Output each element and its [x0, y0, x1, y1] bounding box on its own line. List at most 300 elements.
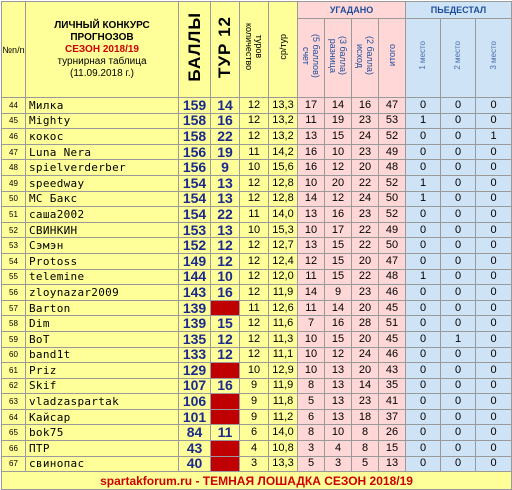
diff-guessed: 15: [325, 253, 352, 269]
tour-points: [211, 363, 240, 379]
tours-count: 9: [240, 394, 269, 410]
points-value: 149: [179, 253, 211, 269]
header-place-2: 2 место: [441, 19, 476, 98]
header-place-1: 1 место: [406, 19, 441, 98]
score-guessed: 10: [298, 347, 325, 363]
outcome-guessed: 23: [352, 207, 379, 223]
outcome-guessed: 23: [352, 113, 379, 129]
outcome-guessed: 23: [352, 394, 379, 410]
points-value: 139: [179, 316, 211, 332]
tours-count: 12: [240, 285, 269, 301]
tours-count: 10: [240, 222, 269, 238]
diff-guessed: 16: [325, 207, 352, 223]
place-3-count: 0: [476, 425, 512, 441]
place-2-count: 0: [441, 300, 476, 316]
guessed-total: 50: [379, 238, 406, 254]
outcome-guessed: 24: [352, 129, 379, 145]
diff-guessed: 10: [325, 144, 352, 160]
player-name: spielverderber: [26, 160, 179, 176]
diff-guessed: 3: [325, 456, 352, 472]
table-row: [2, 113, 512, 129]
place-2-count: 0: [441, 160, 476, 176]
score-guessed: 11: [298, 300, 325, 316]
avg-per-tour: 11,8: [269, 394, 298, 410]
place-2-count: 0: [441, 175, 476, 191]
diff-guessed: 17: [325, 222, 352, 238]
diff-guessed: 9: [325, 285, 352, 301]
header-tour: ТУР 12: [211, 2, 240, 98]
place-2-count: 0: [441, 222, 476, 238]
points-value: 129: [179, 363, 211, 379]
table-row: [2, 378, 512, 394]
place-1-count: 0: [406, 347, 441, 363]
place-3-count: 0: [476, 409, 512, 425]
score-guessed: 10: [298, 222, 325, 238]
outcome-guessed: 8: [352, 425, 379, 441]
tour-points: [211, 394, 240, 410]
score-guessed: 17: [298, 98, 325, 114]
row-number: 44: [2, 98, 26, 114]
avg-per-tour: 12,7: [269, 238, 298, 254]
place-1-count: 0: [406, 425, 441, 441]
guessed-total: 52: [379, 207, 406, 223]
tours-count: 9: [240, 378, 269, 394]
place-2-count: 1: [441, 331, 476, 347]
place-1-count: 1: [406, 113, 441, 129]
place-3-count: 0: [476, 238, 512, 254]
row-number: 52: [2, 222, 26, 238]
place-2-count: 0: [441, 269, 476, 285]
row-number: 64: [2, 409, 26, 425]
tours-count: 6: [240, 425, 269, 441]
table-row: [2, 409, 512, 425]
row-number: 45: [2, 113, 26, 129]
row-number: 55: [2, 269, 26, 285]
place-1-count: 0: [406, 144, 441, 160]
tour-points: 14: [211, 98, 240, 114]
guessed-total: 13: [379, 456, 406, 472]
diff-guessed: 13: [325, 378, 352, 394]
place-3-count: 0: [476, 222, 512, 238]
outcome-guessed: 23: [352, 285, 379, 301]
place-1-count: 0: [406, 394, 441, 410]
guessed-total: 47: [379, 98, 406, 114]
outcome-guessed: 20: [352, 160, 379, 176]
avg-per-tour: 12,0: [269, 269, 298, 285]
table-row: [2, 331, 512, 347]
avg-per-tour: 14,0: [269, 425, 298, 441]
avg-per-tour: 11,3: [269, 331, 298, 347]
row-number: 65: [2, 425, 26, 441]
tours-count: 12: [240, 238, 269, 254]
tours-count: 10: [240, 160, 269, 176]
place-1-count: 0: [406, 316, 441, 332]
player-name: Mighty: [26, 113, 179, 129]
guessed-total: 53: [379, 113, 406, 129]
place-1-count: 0: [406, 207, 441, 223]
diff-guessed: 13: [325, 363, 352, 379]
place-2-count: 0: [441, 98, 476, 114]
place-2-count: 0: [441, 409, 476, 425]
player-name: свинопас: [26, 456, 179, 472]
diff-guessed: 14: [325, 300, 352, 316]
guessed-total: 52: [379, 129, 406, 145]
row-number: 50: [2, 191, 26, 207]
avg-per-tour: 12,6: [269, 300, 298, 316]
tours-count: 12: [240, 316, 269, 332]
place-2-count: 0: [441, 363, 476, 379]
header-score: счет (5 баллов): [298, 19, 325, 98]
score-guessed: 6: [298, 409, 325, 425]
guessed-total: 50: [379, 191, 406, 207]
outcome-guessed: 20: [352, 253, 379, 269]
guessed-total: 37: [379, 409, 406, 425]
header-points: БАЛЛЫ: [179, 2, 211, 98]
points-value: 152: [179, 238, 211, 254]
title-subtitle: турнирная таблица: [57, 55, 147, 67]
guessed-total: 47: [379, 253, 406, 269]
score-guessed: 13: [298, 207, 325, 223]
place-2-count: 0: [441, 316, 476, 332]
title-line-2: ПРОГНОЗОВ: [70, 31, 134, 43]
guessed-total: 41: [379, 394, 406, 410]
avg-per-tour: 15,6: [269, 160, 298, 176]
table-row: [2, 238, 512, 254]
place-2-count: 0: [441, 456, 476, 472]
outcome-guessed: 16: [352, 98, 379, 114]
score-guessed: 10: [298, 331, 325, 347]
table-row: [2, 129, 512, 145]
player-name: Protoss: [26, 253, 179, 269]
guessed-total: 51: [379, 316, 406, 332]
place-2-count: 0: [441, 253, 476, 269]
score-guessed: 12: [298, 253, 325, 269]
points-value: 144: [179, 269, 211, 285]
player-name: zloynazar2009: [26, 285, 179, 301]
tour-points: 16: [211, 378, 240, 394]
outcome-guessed: 22: [352, 238, 379, 254]
outcome-guessed: 14: [352, 378, 379, 394]
place-1-count: 0: [406, 441, 441, 457]
avg-per-tour: 12,8: [269, 191, 298, 207]
score-guessed: 3: [298, 441, 325, 457]
place-3-count: 0: [476, 113, 512, 129]
tours-count: 11: [240, 144, 269, 160]
diff-guessed: 15: [325, 331, 352, 347]
outcome-guessed: 22: [352, 222, 379, 238]
player-name: bok75: [26, 425, 179, 441]
points-value: 156: [179, 144, 211, 160]
points-value: 43: [179, 441, 211, 457]
header-total: итого: [379, 19, 406, 98]
place-2-count: 0: [441, 378, 476, 394]
tour-points: 16: [211, 113, 240, 129]
tours-count: 12: [240, 129, 269, 145]
table-row: [2, 160, 512, 176]
guessed-total: 52: [379, 175, 406, 191]
place-3-count: 0: [476, 144, 512, 160]
place-3-count: 0: [476, 207, 512, 223]
place-3-count: 0: [476, 347, 512, 363]
diff-guessed: 13: [325, 394, 352, 410]
place-3-count: 0: [476, 378, 512, 394]
outcome-guessed: 23: [352, 144, 379, 160]
points-value: 40: [179, 456, 211, 472]
place-1-count: 0: [406, 253, 441, 269]
table-row: [2, 191, 512, 207]
tour-points: 10: [211, 269, 240, 285]
guessed-total: 45: [379, 331, 406, 347]
row-number: 58: [2, 316, 26, 332]
tours-count: 12: [240, 113, 269, 129]
row-number: 49: [2, 175, 26, 191]
tours-count: 12: [240, 269, 269, 285]
player-name: telemine: [26, 269, 179, 285]
score-guessed: 16: [298, 160, 325, 176]
player-name: band1t: [26, 347, 179, 363]
place-3-count: 0: [476, 160, 512, 176]
table-row: [2, 207, 512, 223]
table-row: [2, 144, 512, 160]
guessed-total: 15: [379, 441, 406, 457]
tour-points: 13: [211, 175, 240, 191]
row-number: 46: [2, 129, 26, 145]
tours-count: 11: [240, 300, 269, 316]
place-2-count: 0: [441, 207, 476, 223]
tours-count: 3: [240, 456, 269, 472]
diff-guessed: 19: [325, 113, 352, 129]
player-name: кокос: [26, 129, 179, 145]
place-2-count: 0: [441, 191, 476, 207]
table-row: [2, 98, 512, 114]
score-guessed: 5: [298, 394, 325, 410]
tour-points: 16: [211, 285, 240, 301]
place-3-count: 0: [476, 269, 512, 285]
place-1-count: 0: [406, 331, 441, 347]
title-date: (11.09.2018 г.): [70, 67, 134, 79]
avg-per-tour: 13,3: [269, 98, 298, 114]
outcome-guessed: 24: [352, 191, 379, 207]
guessed-total: 46: [379, 347, 406, 363]
player-name: vladzaspartak: [26, 394, 179, 410]
points-value: 143: [179, 285, 211, 301]
points-value: 154: [179, 191, 211, 207]
row-number: 59: [2, 331, 26, 347]
standings-table: [1, 1, 512, 490]
points-value: 156: [179, 160, 211, 176]
place-3-count: 0: [476, 394, 512, 410]
tour-points: [211, 456, 240, 472]
guessed-total: 35: [379, 378, 406, 394]
outcome-guessed: 20: [352, 331, 379, 347]
outcome-guessed: 8: [352, 441, 379, 457]
place-2-count: 0: [441, 394, 476, 410]
header-tours-count: количество туров: [240, 2, 269, 98]
diff-guessed: 15: [325, 238, 352, 254]
outcome-guessed: 22: [352, 269, 379, 285]
tours-count: 12: [240, 191, 269, 207]
tour-points: [211, 409, 240, 425]
score-guessed: 13: [298, 238, 325, 254]
place-2-count: 0: [441, 347, 476, 363]
row-number: 57: [2, 300, 26, 316]
place-1-count: 0: [406, 363, 441, 379]
outcome-guessed: 20: [352, 363, 379, 379]
guessed-total: 43: [379, 363, 406, 379]
score-guessed: 5: [298, 456, 325, 472]
tour-points: 13: [211, 222, 240, 238]
avg-per-tour: 13,2: [269, 113, 298, 129]
avg-per-tour: 12,9: [269, 363, 298, 379]
score-guessed: 10: [298, 363, 325, 379]
footer-caption: spartakforum.ru - ТЕМНАЯ ЛОШАДКА СЕЗОН 2018/19: [2, 472, 512, 490]
outcome-guessed: 5: [352, 456, 379, 472]
tours-count: 12: [240, 253, 269, 269]
tour-points: 12: [211, 253, 240, 269]
outcome-guessed: 18: [352, 409, 379, 425]
points-value: 154: [179, 207, 211, 223]
player-name: BoT: [26, 331, 179, 347]
player-name: СВИНКИН: [26, 222, 179, 238]
avg-per-tour: 11,2: [269, 409, 298, 425]
place-1-count: 1: [406, 175, 441, 191]
row-number: 63: [2, 394, 26, 410]
place-3-count: 0: [476, 331, 512, 347]
place-3-count: 0: [476, 175, 512, 191]
score-guessed: 11: [298, 113, 325, 129]
place-2-count: 0: [441, 285, 476, 301]
diff-guessed: 20: [325, 175, 352, 191]
player-name: Barton: [26, 300, 179, 316]
tour-points: 12: [211, 331, 240, 347]
player-name: Сэмэн: [26, 238, 179, 254]
diff-guessed: 12: [325, 347, 352, 363]
tour-points: [211, 441, 240, 457]
tours-count: 11: [240, 207, 269, 223]
place-1-count: 0: [406, 129, 441, 145]
guessed-total: 48: [379, 160, 406, 176]
table-row: [2, 269, 512, 285]
table-row: [2, 253, 512, 269]
guessed-total: 49: [379, 222, 406, 238]
table-row: [2, 347, 512, 363]
player-name: саша2002: [26, 207, 179, 223]
diff-guessed: 15: [325, 269, 352, 285]
row-number: 47: [2, 144, 26, 160]
tour-points: 22: [211, 207, 240, 223]
points-value: 158: [179, 113, 211, 129]
diff-guessed: 12: [325, 160, 352, 176]
score-guessed: 14: [298, 191, 325, 207]
player-name: ПТР: [26, 441, 179, 457]
table-row: [2, 394, 512, 410]
score-guessed: 11: [298, 269, 325, 285]
diff-guessed: 10: [325, 425, 352, 441]
tour-points: 13: [211, 191, 240, 207]
tours-count: 12: [240, 331, 269, 347]
table-row: [2, 316, 512, 332]
points-value: 107: [179, 378, 211, 394]
place-3-count: 1: [476, 129, 512, 145]
player-name: МС Бакс: [26, 191, 179, 207]
avg-per-tour: 13,3: [269, 456, 298, 472]
outcome-guessed: 28: [352, 316, 379, 332]
tour-points: 19: [211, 144, 240, 160]
diff-guessed: 16: [325, 316, 352, 332]
header-diff: разница (3 балла): [325, 19, 352, 98]
row-number: 61: [2, 363, 26, 379]
row-number: 56: [2, 285, 26, 301]
table-row: [2, 441, 512, 457]
tour-points: 9: [211, 160, 240, 176]
place-1-count: 0: [406, 98, 441, 114]
place-2-count: 0: [441, 441, 476, 457]
table-row: [2, 285, 512, 301]
place-3-count: 0: [476, 191, 512, 207]
score-guessed: 14: [298, 285, 325, 301]
avg-per-tour: 11,9: [269, 378, 298, 394]
table-row: [2, 425, 512, 441]
place-2-count: 0: [441, 113, 476, 129]
tours-count: 10: [240, 363, 269, 379]
place-2-count: 0: [441, 129, 476, 145]
score-guessed: 16: [298, 144, 325, 160]
avg-per-tour: 14,0: [269, 207, 298, 223]
avg-per-tour: 11,1: [269, 347, 298, 363]
tour-points: 11: [211, 425, 240, 441]
avg-per-tour: 11,6: [269, 316, 298, 332]
player-name: Luna Nera: [26, 144, 179, 160]
points-value: 133: [179, 347, 211, 363]
place-1-count: 0: [406, 378, 441, 394]
place-1-count: 0: [406, 456, 441, 472]
place-2-count: 0: [441, 425, 476, 441]
place-3-count: 0: [476, 285, 512, 301]
place-3-count: 0: [476, 441, 512, 457]
points-value: 154: [179, 175, 211, 191]
place-3-count: 0: [476, 316, 512, 332]
header-avg: ср/тур: [269, 2, 298, 98]
tours-count: 12: [240, 98, 269, 114]
header-guessed-group: УГАДАНО: [298, 2, 406, 19]
place-1-count: 1: [406, 269, 441, 285]
guessed-total: 45: [379, 300, 406, 316]
points-value: 153: [179, 222, 211, 238]
outcome-guessed: 22: [352, 175, 379, 191]
place-3-count: 0: [476, 98, 512, 114]
points-value: 106: [179, 394, 211, 410]
place-1-count: 1: [406, 191, 441, 207]
tours-count: 12: [240, 175, 269, 191]
place-1-count: 0: [406, 409, 441, 425]
place-1-count: 0: [406, 160, 441, 176]
avg-per-tour: 12,4: [269, 253, 298, 269]
points-value: 158: [179, 129, 211, 145]
row-number: 48: [2, 160, 26, 176]
table-row: [2, 363, 512, 379]
guessed-total: 48: [379, 269, 406, 285]
diff-guessed: 14: [325, 98, 352, 114]
avg-per-tour: 11,9: [269, 285, 298, 301]
header-outcome: исход (2 балла): [352, 19, 379, 98]
diff-guessed: 15: [325, 129, 352, 145]
tours-count: 12: [240, 347, 269, 363]
place-1-count: 0: [406, 300, 441, 316]
title-line-1: ЛИЧНЫЙ КОНКУРС: [54, 19, 150, 31]
outcome-guessed: 20: [352, 300, 379, 316]
avg-per-tour: 10,8: [269, 441, 298, 457]
place-1-count: 0: [406, 285, 441, 301]
